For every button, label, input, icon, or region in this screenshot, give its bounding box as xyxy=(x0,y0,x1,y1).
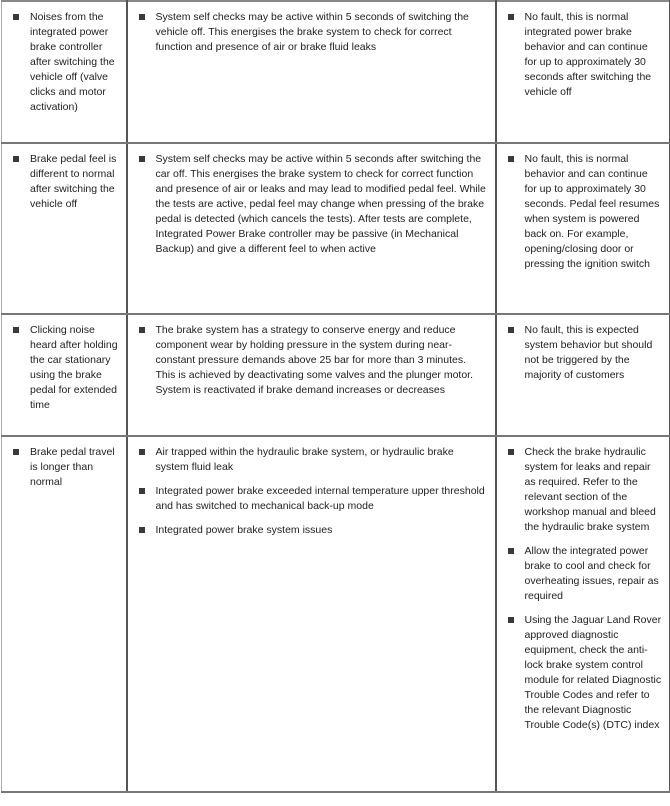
list-item: Allow the integrated power brake to cool and check for overheating issues, repair as required xyxy=(508,544,663,604)
list-item: Brake pedal feel is different to normal after switching the vehicle off xyxy=(13,152,120,212)
action-cell xyxy=(496,436,670,792)
list-item: Check the brake hydraulic system for leaks and repair as required. Refer to the relevant section of the workshop manual and bleed the hydraulic brake system xyxy=(508,445,663,535)
list-item: Using the Jaguar Land Rover approved diagnostic equipment, check the anti-lock brake system control module for related Diagnostic Trouble Codes and refer to the relevant Diagnostic Trouble Code(s) (DTC) index xyxy=(508,613,663,733)
symptom-cell xyxy=(2,143,127,314)
action-cell xyxy=(496,143,670,314)
list-item: The brake system has a strategy to conserve energy and reduce component wear by holding pressure in the system during near-constant pressure demands above 25 bar for more than 3 minutes. This is achieved by deactivating some valves and the plunger motor. System is reactivated if brake demand increases or decreases xyxy=(139,323,489,398)
action-cell xyxy=(496,1,670,143)
action-cell xyxy=(496,314,670,436)
list-item: No fault, this is expected system behavior but should not be triggered by the majority of customers xyxy=(508,323,663,383)
list-item: Integrated power brake exceeded internal temperature upper threshold and has switched to mechanical back-up mode xyxy=(139,484,489,514)
symptom-chart-table xyxy=(1,0,670,793)
list-item: Integrated power brake system issues xyxy=(139,523,489,538)
list-item: Clicking noise heard after holding the car stationary using the brake pedal for extended time xyxy=(13,323,120,413)
symptom-cell xyxy=(2,314,127,436)
list-item: No fault, this is normal behavior and can continue for up to approximately 30 seconds. Pedal feel resumes when system is powered back on. For example, opening/closing door or pressing the ignition switch xyxy=(508,152,663,272)
list-item: No fault, this is normal integrated power brake behavior and can continue for up to approximately 30 seconds after switching the vehicle off xyxy=(508,10,663,100)
list-item: Brake pedal travel is longer than normal xyxy=(13,445,120,490)
table-row xyxy=(2,436,670,792)
possible-causes-cell xyxy=(127,143,496,314)
list-item: Air trapped within the hydraulic brake system, or hydraulic brake system fluid leak xyxy=(139,445,489,475)
list-item: System self checks may be active within 5 seconds after switching the car off. This energises the brake system to check for correct function and presence of air or leaks and may lead to modified pedal feel. While the tests are active, pedal feel may change when pressing of the brake pedal is detected (which cancels the tests). After tests are complete, Integrated Power Brake controller may be passive (in Mechanical Backup) and give a different feel to when active xyxy=(139,152,489,257)
list-item: Noises from the integrated power brake controller after switching the vehicle off (valve clicks and motor activation) xyxy=(13,10,120,115)
symptom-cell xyxy=(2,436,127,792)
symptom-cell xyxy=(2,1,127,143)
possible-causes-cell xyxy=(127,1,496,143)
table-row xyxy=(2,143,670,314)
table-row xyxy=(2,314,670,436)
list-item: System self checks may be active within 5 seconds of switching the vehicle off. This energises the brake system to check for correct function and presence of air or brake fluid leaks xyxy=(139,10,489,55)
possible-causes-cell xyxy=(127,436,496,792)
possible-causes-cell xyxy=(127,314,496,436)
table-row xyxy=(2,1,670,143)
